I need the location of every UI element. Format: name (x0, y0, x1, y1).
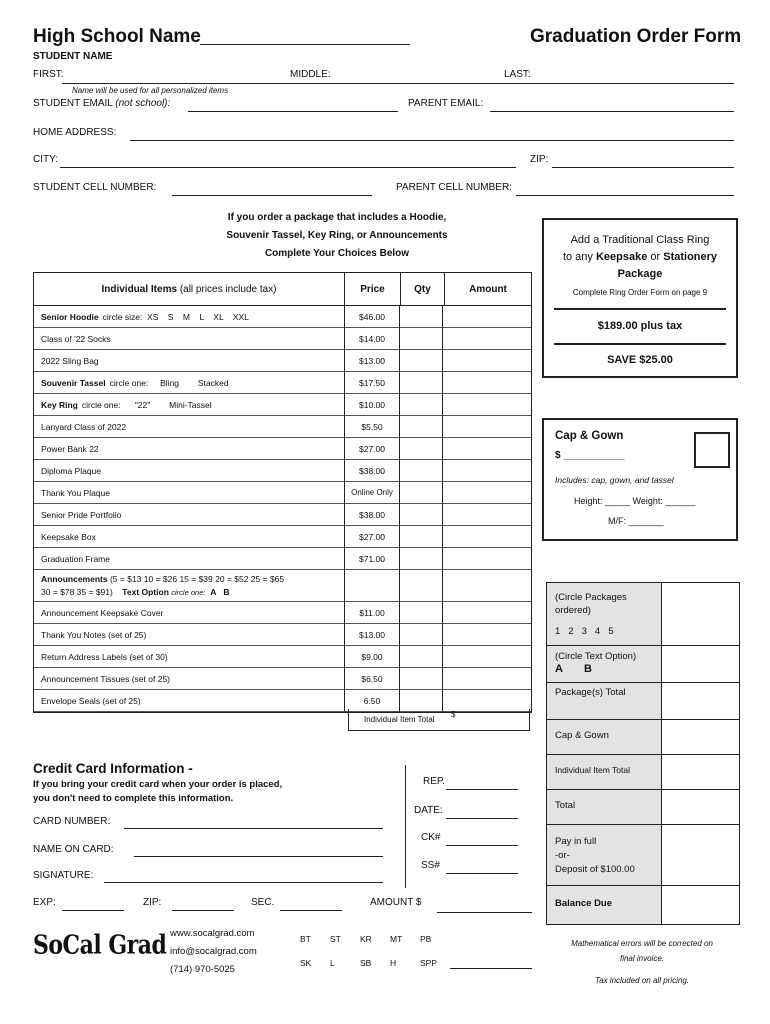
parent-cell-label: PARENT CELL NUMBER: (396, 182, 512, 193)
price-cell: $38.00 (344, 504, 399, 526)
signature-field[interactable] (104, 882, 383, 883)
amount-cell[interactable] (442, 372, 531, 394)
table-row (34, 482, 531, 504)
city-field[interactable] (60, 167, 516, 168)
col-item-header: Individual Items (all prices include tax) (101, 283, 277, 295)
item-name-cell: Announcement Tissues (set of 25) (34, 668, 344, 690)
amount-cell[interactable] (442, 416, 531, 438)
price-cell: $5.50 (344, 416, 399, 438)
office-code[interactable]: H (390, 958, 397, 968)
full-name-field[interactable] (62, 83, 734, 84)
individual-total-symbol: $ (451, 710, 456, 719)
zip-field[interactable] (552, 167, 734, 168)
office-code[interactable]: MT (390, 934, 403, 944)
footer-notes: Mathematical errors will be corrected on final invoice. Tax included on all pricing. (571, 939, 713, 985)
item-name-cell: Announcement Keepsake Cover (34, 602, 344, 624)
qty-cell[interactable] (399, 624, 442, 646)
price-cell: $27.00 (344, 526, 399, 548)
table-row (34, 646, 531, 668)
cap-gown-box (542, 418, 738, 541)
item-total-value[interactable] (662, 755, 739, 789)
item-name-cell: 2022 Sling Bag (34, 350, 344, 372)
exp-field[interactable] (62, 910, 124, 911)
price-cell: $10.00 (344, 394, 399, 416)
office-code[interactable]: L (330, 958, 335, 968)
individual-total-label: Individual Item Total (364, 715, 435, 724)
credit-card-title: Credit Card Information - (33, 761, 193, 776)
sec-field[interactable] (280, 910, 342, 911)
balance-value[interactable] (662, 886, 739, 924)
qty-cell[interactable] (399, 438, 442, 460)
qty-cell[interactable] (399, 372, 442, 394)
amount-cell[interactable] (442, 438, 531, 460)
amount-cell[interactable] (442, 460, 531, 482)
item-name-cell: Power Bank 22 (34, 438, 344, 460)
student-email-field[interactable] (188, 111, 398, 112)
total-value[interactable] (662, 790, 739, 824)
table-row (34, 438, 531, 460)
summary-row-package-total: Package(s) Total (547, 683, 739, 720)
table-row (34, 602, 531, 624)
amount-cell[interactable] (442, 482, 531, 504)
amount-cell[interactable] (442, 306, 531, 328)
item-name-cell: Thank You Notes (set of 25) (34, 624, 344, 646)
amount-cell[interactable] (442, 504, 531, 526)
item-name-cell: Senior Hoodie circle size: XS S M L XL XXL (34, 306, 344, 328)
table-row (34, 306, 531, 328)
summary-row-deposit: Pay in full -or- Deposit of $100.00 (547, 825, 739, 886)
qty-cell[interactable] (399, 646, 442, 668)
summary-row-packages: (Circle Packages ordered) 1 2 3 4 5 (547, 583, 739, 646)
deposit-value[interactable] (662, 825, 739, 885)
item-name-cell: Class of '22 Socks (34, 328, 344, 350)
items-table (33, 272, 532, 713)
phone-number: (714) 970-5025 (170, 964, 235, 975)
card-zip-field[interactable] (172, 910, 234, 911)
item-name-cell: Lanyard Class of 2022 (34, 416, 344, 438)
package-numbers[interactable] (555, 625, 661, 638)
date-label: DATE: (414, 805, 443, 816)
first-name-label: FIRST: (33, 69, 64, 80)
summary-row-text-option: (Circle Text Option) A B (547, 646, 739, 683)
table-row (34, 460, 531, 482)
table-row (34, 526, 531, 548)
price-cell: $71.00 (344, 548, 399, 570)
office-code[interactable]: SK (300, 958, 312, 968)
signature-label: SIGNATURE: (33, 870, 94, 881)
price-cell: $27.00 (344, 438, 399, 460)
gender-field[interactable]: M/F: _______ (608, 516, 664, 526)
school-name-label: High School Name (33, 26, 201, 47)
qty-cell[interactable] (399, 350, 442, 372)
package-note: If you order a package that includes a Hoodie, Souvenir Tassel, Key Ring, or Announcements Complete Your Choices Below (226, 212, 448, 259)
qty-cell[interactable] (399, 668, 442, 690)
cap-gown-checkbox[interactable] (694, 432, 730, 468)
qty-cell[interactable] (399, 570, 442, 602)
item-name-cell: Diploma Plaque (34, 460, 344, 482)
item-name-cell: Keepsake Box (34, 526, 344, 548)
price-cell: $11.00 (344, 602, 399, 624)
office-code[interactable]: KR (360, 934, 372, 944)
price-cell: $38.00 (344, 460, 399, 482)
amount-cell[interactable] (442, 548, 531, 570)
item-name-cell: Senior Pride Portfolio (34, 504, 344, 526)
cap-gown-title: Cap & Gown (555, 430, 624, 442)
package-total-value[interactable] (662, 683, 739, 719)
class-ring-box (542, 218, 738, 378)
amount-cell[interactable] (442, 526, 531, 548)
email-link[interactable]: info@socalgrad.com (170, 946, 257, 957)
height-weight-field[interactable]: Height: _____ Weight: ______ (574, 496, 696, 506)
price-cell: $46.00 (344, 306, 399, 328)
summary-row-item-total: Individual Item Total (547, 755, 739, 790)
amount-cell[interactable] (442, 328, 531, 350)
table-row-announcements: Announcements (5 = $13 10 = $26 15 = $39 20 = $52 25 = $65 30 = $78 35 = $91) Text Option circle one: A B (34, 570, 531, 602)
package-number-option[interactable]: 4 (594, 626, 601, 637)
price-cell: $17.50 (344, 372, 399, 394)
package-number-option[interactable]: 3 (581, 626, 587, 637)
parent-email-field[interactable] (490, 111, 734, 112)
price-cell: $13.00 (344, 624, 399, 646)
ss-field[interactable] (446, 873, 518, 874)
name-on-card-field[interactable] (134, 856, 383, 857)
office-code[interactable]: PB (420, 934, 432, 944)
rep-label: REP. (423, 776, 446, 787)
summary-row-total: Total (547, 790, 739, 825)
ring-line3: Package (617, 268, 663, 280)
price-cell: $9.00 (344, 646, 399, 668)
col-amount-header: Amount (469, 283, 507, 295)
table-row (34, 624, 531, 646)
socal-grad-logo: SoCal Grad (33, 929, 167, 961)
card-zip-label: ZIP: (143, 897, 162, 908)
amount-field[interactable] (437, 912, 532, 913)
contact-info (170, 925, 257, 979)
home-address-field[interactable] (130, 140, 734, 141)
student-email-label: STUDENT EMAIL (not school): (33, 98, 171, 109)
qty-cell[interactable] (399, 328, 442, 350)
price-cell: 6.50 (344, 690, 399, 712)
school-name-field[interactable] (200, 44, 410, 45)
table-row (34, 350, 531, 372)
qty-cell[interactable] (399, 602, 442, 624)
table-row (34, 416, 531, 438)
card-number-field[interactable] (124, 828, 383, 829)
qty-cell[interactable] (399, 394, 442, 416)
office-code[interactable]: ST (330, 934, 341, 944)
city-label: CITY: (33, 154, 59, 165)
date-field[interactable] (446, 818, 518, 819)
table-row (34, 372, 531, 394)
qty-cell[interactable] (399, 460, 442, 482)
zip-label: ZIP: (530, 154, 549, 165)
office-code[interactable]: SPP (420, 958, 438, 968)
card-number-label: CARD NUMBER: (33, 816, 111, 827)
summary-table (546, 582, 740, 925)
items-table-header (34, 273, 531, 306)
summary-row-balance: Balance Due (547, 886, 739, 924)
item-name-cell: Return Address Labels (set of 30) (34, 646, 344, 668)
amount-label: AMOUNT $ (370, 897, 422, 908)
qty-cell[interactable] (399, 526, 442, 548)
qty-cell[interactable] (399, 416, 442, 438)
package-number-option[interactable]: 2 (568, 626, 574, 637)
price-cell: Online Only (344, 482, 399, 504)
table-row (34, 394, 531, 416)
table-row (34, 668, 531, 690)
individual-total-box[interactable] (348, 709, 530, 731)
office-code[interactable]: BT (300, 934, 311, 944)
packages-value[interactable] (662, 583, 739, 645)
col-qty-header: Qty (401, 273, 445, 305)
student-cell-label: STUDENT CELL NUMBER: (33, 182, 157, 193)
credit-card-note: If you bring your credit card when your order is placed, you don't need to complete this information. (33, 779, 283, 804)
qty-cell[interactable] (399, 504, 442, 526)
sec-label: SEC. (251, 897, 275, 908)
qty-cell[interactable] (399, 482, 442, 504)
item-name-cell: Souvenir Tassel circle one: Bling Stacked (34, 372, 344, 394)
parent-cell-field[interactable] (516, 195, 734, 196)
home-address-label: HOME ADDRESS: (33, 127, 117, 138)
item-name-cell: Envelope Seals (set of 25) (34, 690, 344, 712)
rep-field[interactable] (446, 789, 518, 790)
ring-line2: to any Keepsake or Stationery (562, 251, 718, 263)
package-number-option[interactable]: 1 (555, 626, 561, 637)
name-on-card-label: NAME ON CARD: (33, 844, 114, 855)
cap-gown-price-field[interactable]: $ ___________ (555, 450, 625, 461)
ring-price: $189.00 plus tax (597, 320, 683, 332)
ring-note: Complete Ring Order Form on page 9 (572, 288, 708, 297)
text-option-value[interactable] (662, 646, 739, 682)
qty-cell[interactable] (399, 306, 442, 328)
office-codes-row1 (300, 934, 450, 944)
amount-cell[interactable] (442, 394, 531, 416)
price-cell: $14.00 (344, 328, 399, 350)
name-note: Name will be used for all personalized items (72, 86, 229, 95)
table-row (34, 504, 531, 526)
amount-cell[interactable] (442, 570, 531, 602)
price-cell: $6.50 (344, 668, 399, 690)
table-row (34, 328, 531, 350)
middle-name-label: MIDDLE: (290, 69, 331, 80)
price-cell: $13.00 (344, 350, 399, 372)
cap-gown-value[interactable] (662, 720, 739, 754)
parent-email-label: PARENT EMAIL: (408, 98, 484, 109)
office-codes-row2 (300, 958, 450, 968)
qty-cell[interactable] (399, 548, 442, 570)
ring-save: SAVE $25.00 (607, 354, 673, 366)
ck-label: CK# (421, 832, 441, 843)
summary-row-cap-gown: Cap & Gown (547, 720, 739, 755)
item-name-cell: Thank You Plaque (34, 482, 344, 504)
ck-field[interactable] (446, 845, 518, 846)
cap-gown-includes: Includes: cap, gown, and tassel (555, 475, 674, 485)
amount-cell[interactable] (442, 602, 531, 624)
col-price-header: Price (345, 273, 401, 305)
amount-cell[interactable] (442, 646, 531, 668)
ring-line1: Add a Traditional Class Ring (570, 234, 710, 246)
package-number-option[interactable]: 5 (608, 626, 614, 637)
amount-cell[interactable] (442, 668, 531, 690)
item-name-cell: Graduation Frame (34, 548, 344, 570)
ss-label: SS# (421, 860, 440, 871)
form-title: Graduation Order Form (530, 26, 742, 47)
amount-cell[interactable] (442, 624, 531, 646)
website-link[interactable]: www.socalgrad.com (170, 928, 255, 939)
student-name-section-label: STUDENT NAME (33, 51, 113, 62)
exp-label: EXP: (33, 897, 56, 908)
spp-field[interactable] (450, 968, 532, 969)
table-row (34, 548, 531, 570)
last-name-label: LAST: (504, 69, 531, 80)
student-cell-field[interactable] (172, 195, 372, 196)
office-code[interactable]: SB (360, 958, 372, 968)
item-name-cell: Key Ring circle one: "22" Mini-Tassel (34, 394, 344, 416)
amount-cell[interactable] (442, 350, 531, 372)
